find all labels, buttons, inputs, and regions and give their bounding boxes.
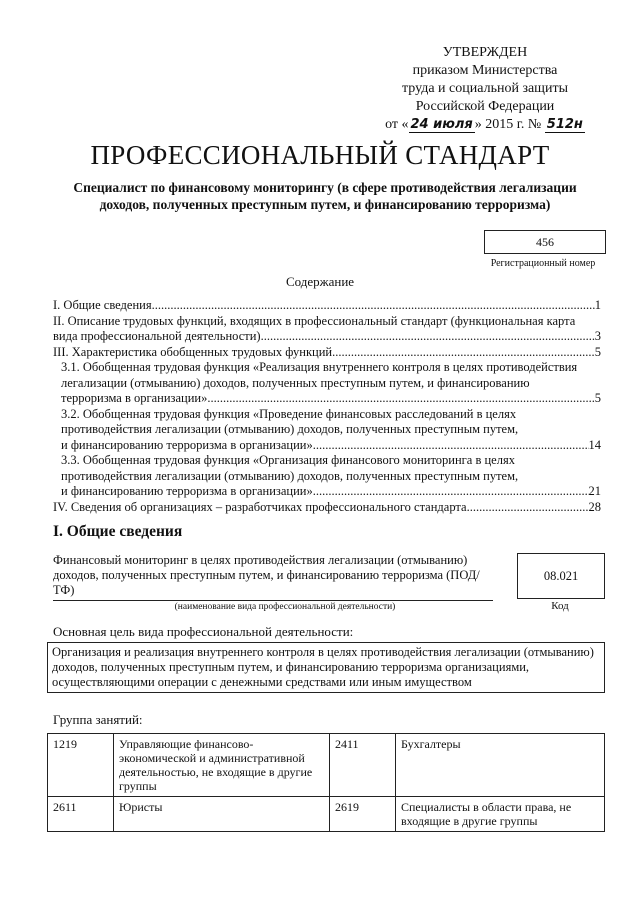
toc-item-label: и финансированию терроризма в организации» [61, 437, 313, 452]
goal-text: Организация и реализация внутреннего контроля в целях противодействия легализации (отмыванию) доходов, полученных преступным путем, и финансированию терроризма организациями, осуществляющими операции с денежными средствами или иным имуществом [47, 642, 605, 693]
document-title: ПРОФЕССИОНАЛЬНЫЙ СТАНДАРТ [90, 140, 550, 170]
activity-kind-code: 08.021 [517, 553, 605, 599]
occupation-code: 1219 [48, 734, 114, 797]
toc-item-general[interactable] [53, 298, 601, 314]
toc-item-3-3[interactable] [53, 453, 601, 500]
toc-item-label-first: II. Описание трудовых функций, входящих в профессиональный стандарт (функциональная карта [53, 313, 576, 328]
toc-title: Содержание [285, 274, 355, 289]
approval-order-line: приказом Министерства [412, 63, 558, 78]
toc-leader [313, 438, 589, 454]
toc-leader [207, 391, 594, 407]
toc-item-page: 5 [594, 344, 601, 359]
registration-number-box: 456 [484, 230, 606, 254]
toc-leader [152, 298, 595, 314]
toc-item-label-first: 3.1. Обобщенная трудовая функция «Реализация внутреннего контроля в целях противодействия легализации (отмыванию) доходов, полученных преступным путем, и финансированию [61, 360, 578, 390]
toc-item-label-first: 3.2. Обобщенная трудовая функция «Проведение финансовых расследований в целях противодействия легализации (отмыванию) доходов, полученных преступным путем, [61, 406, 519, 436]
date-year-number: 2015 г. № [485, 117, 542, 132]
toc-item-page: 21 [588, 484, 601, 498]
toc-item-page: 1 [594, 298, 601, 312]
registration-number-label: Регистрационный номер [490, 258, 596, 269]
toc-item-label: I. Общие сведения [53, 298, 152, 312]
toc-leader [332, 345, 595, 361]
document-subtitle: Специалист по финансовому мониторингу (в сфере противодействия легализации доходов, полученных преступным путем, и финансированию терроризма) [73, 180, 577, 212]
toc-leader [261, 329, 595, 345]
approval-block [360, 44, 610, 134]
approval-date-line: от « 24 июля » 2015 г. № 512н [385, 117, 583, 132]
toc-leader [313, 484, 589, 500]
toc-item-page: 28 [588, 499, 601, 514]
approval-country-line: Российской Федерации [415, 99, 555, 114]
toc-item-developers[interactable] [53, 500, 601, 516]
occupation-name: Специалисты в области права, не входящие в другие группы [396, 797, 605, 832]
toc-leader [467, 500, 589, 516]
handwritten-date: 24 июля [410, 117, 473, 132]
occupation-name: Юристы [114, 797, 330, 832]
occupation-group-label: Группа занятий: [53, 712, 143, 727]
approval-heading: УТВЕРЖДЕН [442, 45, 528, 60]
goal-label: Основная цель вида профессиональной деятельности: [53, 624, 354, 639]
toc-item-label: и финансированию терроризма в организации» [61, 484, 313, 498]
occupation-table [47, 733, 605, 832]
table-row [48, 797, 605, 832]
toc-item-page: 14 [588, 437, 601, 452]
section-heading: I. Общие сведения [53, 523, 183, 540]
occupation-code: 2411 [330, 734, 396, 797]
toc-item-label: вида профессиональной деятельности) [53, 329, 261, 343]
toc-item-3-1[interactable] [53, 360, 601, 407]
date-prefix: от « [385, 117, 409, 132]
occupation-name: Бухгалтеры [396, 734, 605, 797]
toc-item-3-2[interactable] [53, 407, 601, 454]
toc-item-label: терроризма в организации» [61, 391, 208, 405]
table-row [48, 734, 605, 797]
toc-item-functions-map[interactable] [53, 314, 601, 345]
activity-kind-caption: (наименование вида профессиональной деятельности) [174, 602, 396, 612]
toc-item-generalized-functions[interactable] [53, 345, 601, 361]
toc-item-page: 3 [594, 329, 601, 343]
occupation-name: Управляющие финансово-экономической и административной деятельностью, не входящие в другие группы [114, 734, 330, 797]
occupation-code: 2619 [330, 797, 396, 832]
toc-item-label: IV. Сведения об организациях – разработчиках профессионального стандарта [53, 499, 467, 514]
code-caption: Код [551, 600, 569, 612]
approval-ministry-line: труда и социальной защиты [402, 81, 568, 96]
toc-item-page: 5 [594, 391, 601, 405]
toc-item-label: III. Характеристика обобщенных трудовых функций [53, 344, 333, 359]
table-of-contents [53, 298, 601, 515]
occupation-code: 2611 [48, 797, 114, 832]
activity-kind-name: Финансовый мониторинг в целях противодействия легализации (отмыванию) доходов, полученных преступным путем, и финансированию терроризма (ПОД/ТФ) [53, 553, 493, 601]
handwritten-order-number: 512н [546, 117, 583, 132]
toc-item-label-first: 3.3. Обобщенная трудовая функция «Организация финансового мониторинга в целях противодействия легализации (отмыванию) доходов, полученных преступным путем, [61, 453, 519, 483]
